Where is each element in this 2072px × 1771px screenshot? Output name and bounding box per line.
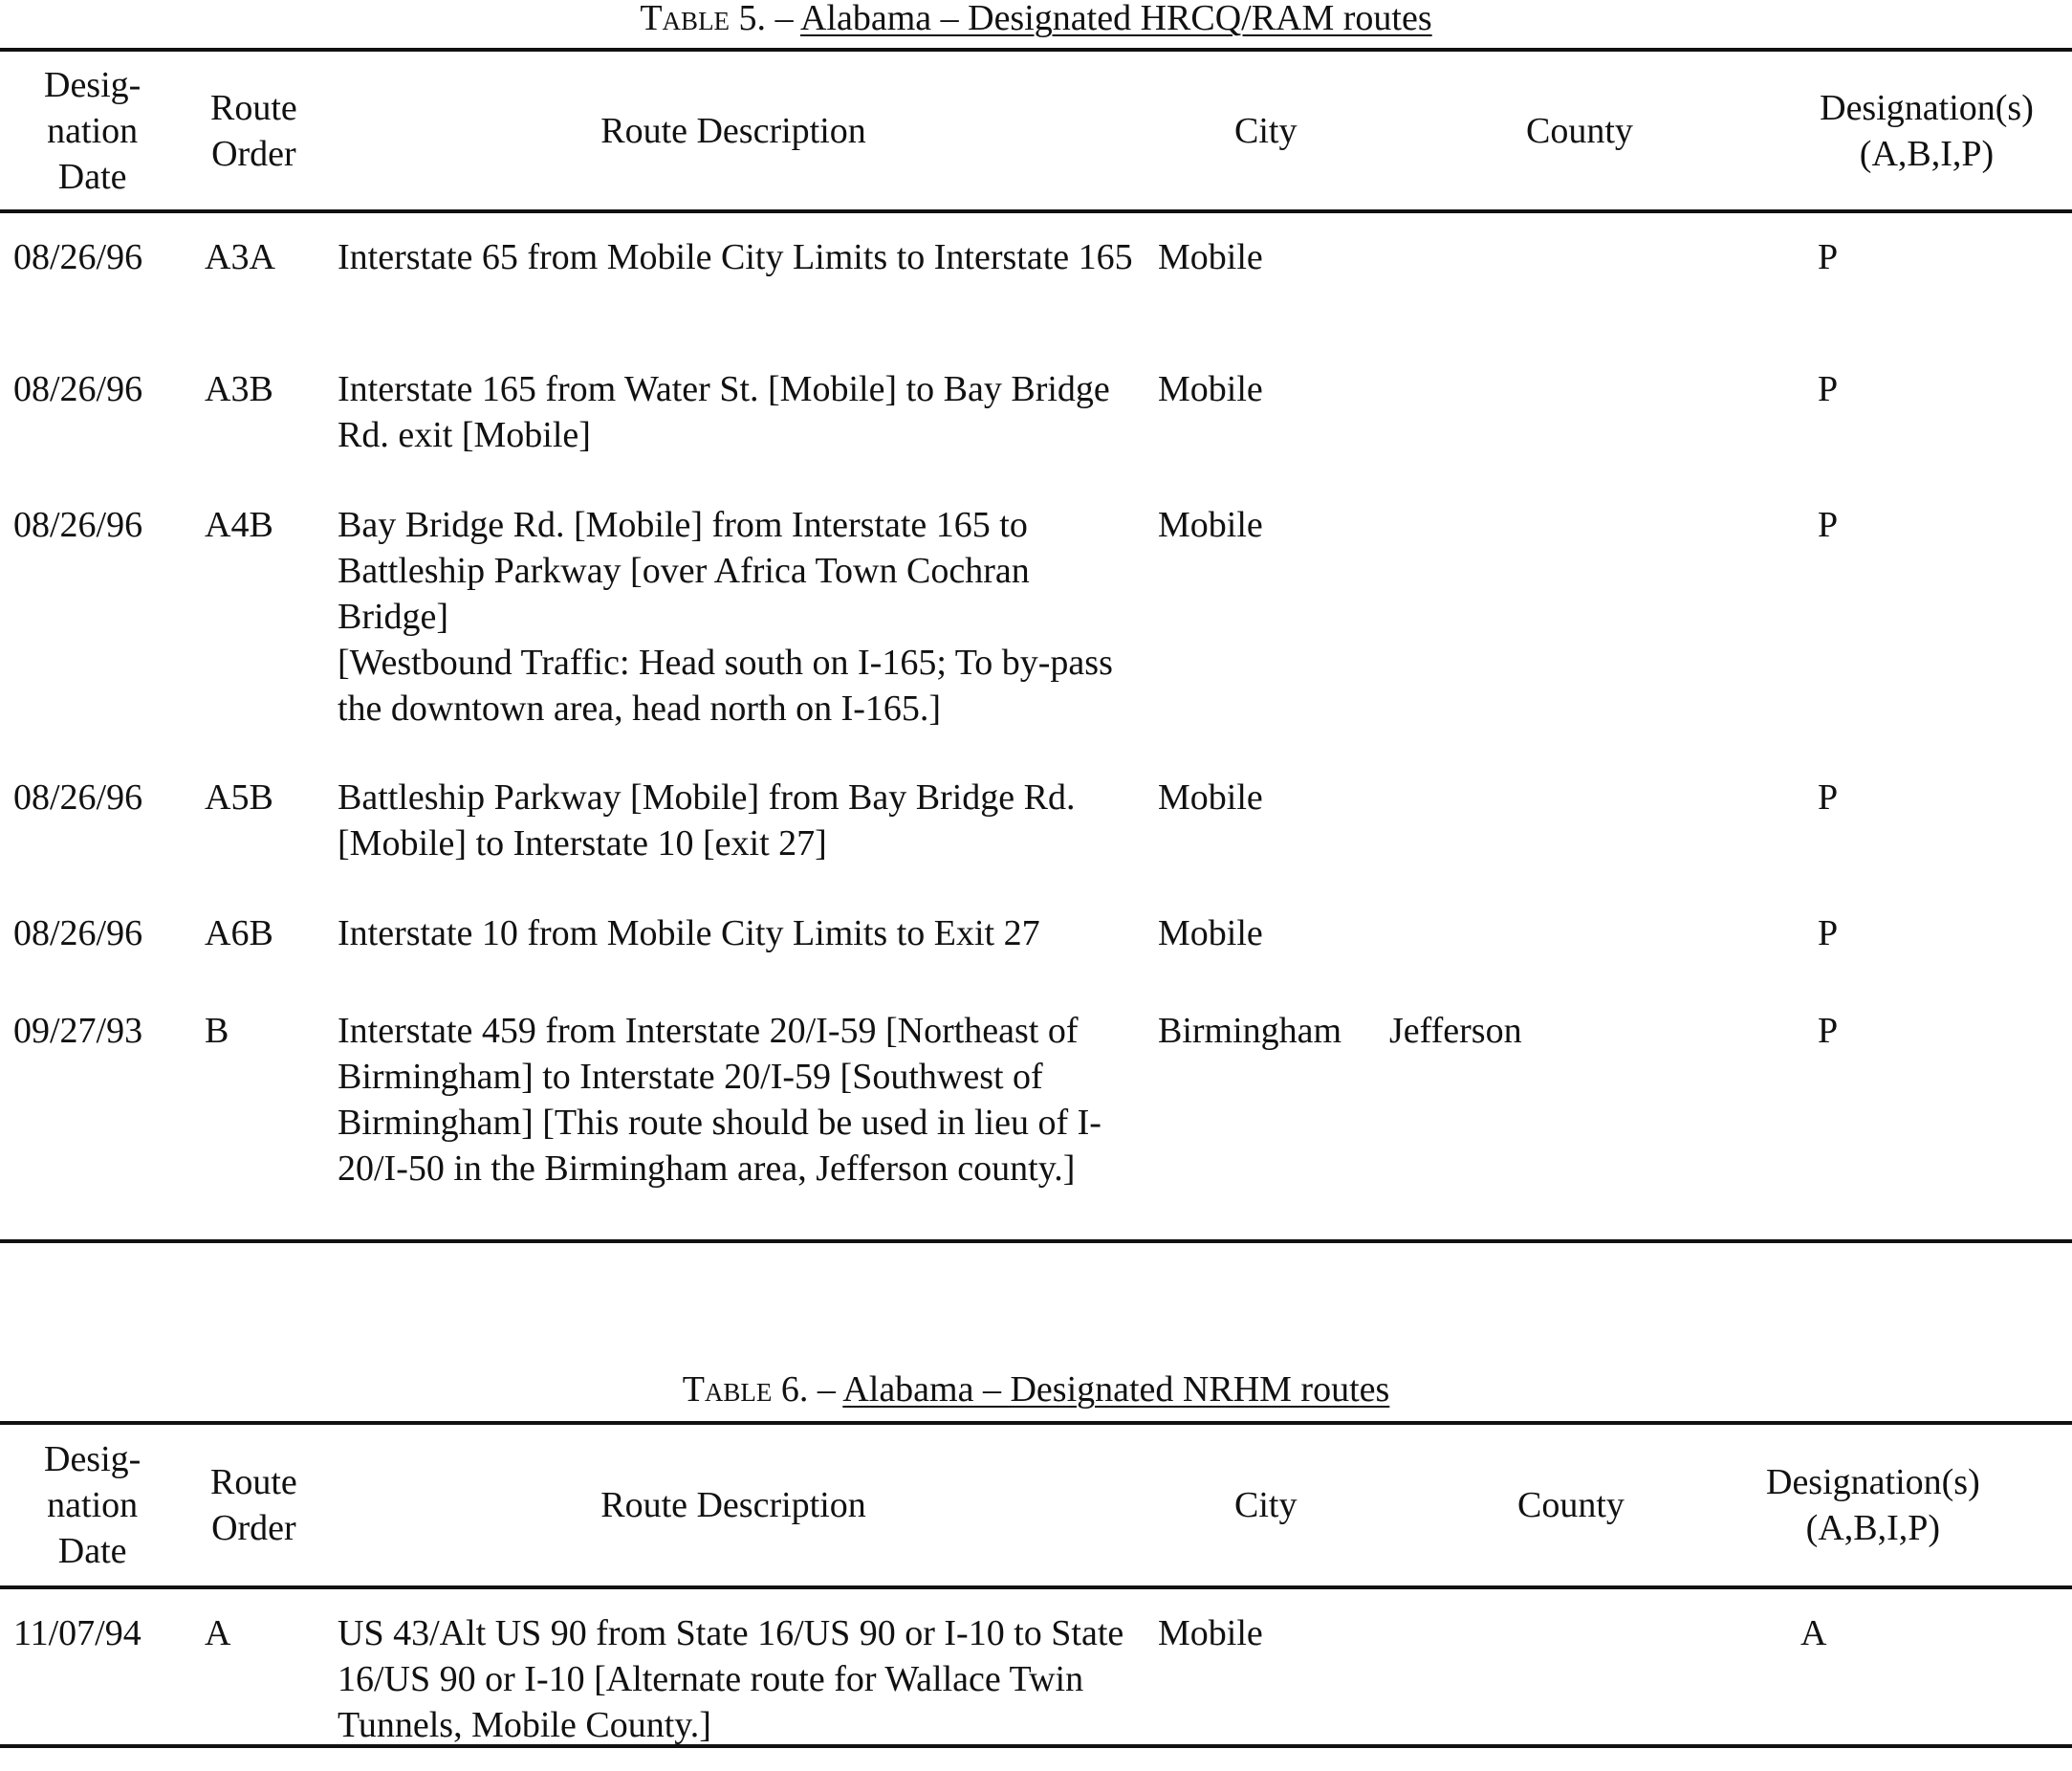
row-city: Mobile xyxy=(1158,505,1263,545)
row-description: Interstate 10 from Mobile City Limits to Exit 27 xyxy=(338,913,1040,953)
row-county xyxy=(1403,910,1781,1008)
header-county: County xyxy=(1517,1485,1625,1525)
row-description: Interstate 165 from Water St. [Mobile] to Bay Bridge Rd. exit [Mobile] xyxy=(338,369,1110,455)
row-designation: P xyxy=(1818,1011,1839,1051)
row-route-order: B xyxy=(205,1011,229,1051)
row-route-order: A4B xyxy=(205,505,273,545)
row-date: 11/07/94 xyxy=(13,1613,142,1653)
header-designation-date: Desig- nation Date xyxy=(44,64,142,197)
table-row xyxy=(0,1610,2072,1754)
row-route-order: A5B xyxy=(205,777,273,818)
row-description: Battleship Parkway [Mobile] from Bay Bridge Rd. [Mobile] to Interstate 10 [exit 27] xyxy=(338,777,1076,864)
row-designation: P xyxy=(1818,777,1839,818)
row-county: Jefferson xyxy=(1389,1011,1522,1051)
row-date: 08/26/96 xyxy=(13,237,143,277)
table-row xyxy=(0,234,2072,366)
table-5-caption xyxy=(0,0,2072,38)
row-description: US 43/Alt US 90 from State 16/US 90 or I-10 to State 16/US 90 or I-10 [Alternate route for Wallace Twin Tunnels, Mobile County.] xyxy=(338,1613,1124,1745)
row-date: 08/26/96 xyxy=(13,505,143,545)
row-county xyxy=(1403,502,1781,775)
row-date: 09/27/93 xyxy=(13,1011,143,1051)
row-date: 08/26/96 xyxy=(13,369,143,409)
header-city: City xyxy=(1234,1485,1298,1525)
table-row xyxy=(0,1008,2072,1247)
table-6-header-rule xyxy=(0,1585,2072,1589)
header-route-description: Route Description xyxy=(600,110,866,151)
row-city: Birmingham xyxy=(1158,1011,1342,1051)
header-designation-date: Desig- nation Date xyxy=(44,1439,142,1571)
row-description: Interstate 459 from Interstate 20/I-59 [Northeast of Birmingham] to Interstate 20/I-59 [Southwest of Birmingham] [This route should be used in lieu of I-20/I-50 in the Birmingham area, Jefferson county.] xyxy=(338,1011,1101,1189)
header-county: County xyxy=(1526,110,1633,151)
table-6-header-row xyxy=(0,1425,2072,1585)
header-designations: Designation(s) (A,B,I,P) xyxy=(1766,1462,1980,1548)
row-designation: P xyxy=(1818,505,1839,545)
row-city: Mobile xyxy=(1158,1613,1263,1653)
table-6-caption xyxy=(0,1371,2072,1410)
row-route-order: A6B xyxy=(205,913,273,953)
header-city: City xyxy=(1234,110,1298,151)
row-description-note: [Westbound Traffic: Head south on I-165; To by-pass the downtown area, head north on I-165.] xyxy=(338,643,1113,729)
table-5-header-rule xyxy=(0,209,2072,213)
row-route-order: A xyxy=(205,1613,231,1653)
row-route-order: A3B xyxy=(205,369,273,409)
row-designation: A xyxy=(1800,1613,1827,1653)
row-county xyxy=(1403,1610,1781,1754)
row-description: Bay Bridge Rd. [Mobile] from Interstate 165 to Battleship Parkway [over Africa Town Cochran Bridge] xyxy=(338,505,1030,637)
table-5-caption-prefix: Table 5. xyxy=(640,0,767,38)
table-row xyxy=(0,775,2072,910)
table-6 xyxy=(0,1371,2072,1748)
row-date: 08/26/96 xyxy=(13,913,143,953)
row-designation: P xyxy=(1818,369,1839,409)
table-5-caption-title: Alabama – Designated HRCQ/RAM routes xyxy=(799,0,1432,38)
row-route-order: A3A xyxy=(205,237,275,277)
header-route-description: Route Description xyxy=(600,1485,866,1525)
header-designations: Designation(s) (A,B,I,P) xyxy=(1820,87,2034,174)
row-date: 08/26/96 xyxy=(13,777,143,818)
table-6-caption-title: Alabama – Designated NRHM routes xyxy=(842,1369,1390,1410)
row-designation: P xyxy=(1818,237,1839,277)
row-county xyxy=(1403,775,1781,910)
table-6-caption-prefix: Table 6. xyxy=(682,1369,809,1410)
row-county xyxy=(1403,234,1781,366)
row-city: Mobile xyxy=(1158,777,1263,818)
row-city: Mobile xyxy=(1158,237,1263,277)
row-designation: P xyxy=(1818,913,1839,953)
header-route-order: Route Order xyxy=(210,87,297,174)
table-row xyxy=(0,502,2072,775)
table-5-caption-separator: – xyxy=(774,0,794,38)
row-description: Interstate 65 from Mobile City Limits to Interstate 165 xyxy=(338,237,1133,277)
table-row xyxy=(0,366,2072,502)
row-city: Mobile xyxy=(1158,369,1263,409)
row-county xyxy=(1403,366,1781,502)
row-city: Mobile xyxy=(1158,913,1263,953)
table-5-header-row xyxy=(0,52,2072,209)
header-route-order: Route Order xyxy=(210,1462,297,1548)
row-description-block xyxy=(322,502,1145,775)
table-row xyxy=(0,910,2072,1008)
table-6-caption-separator: – xyxy=(817,1369,836,1410)
